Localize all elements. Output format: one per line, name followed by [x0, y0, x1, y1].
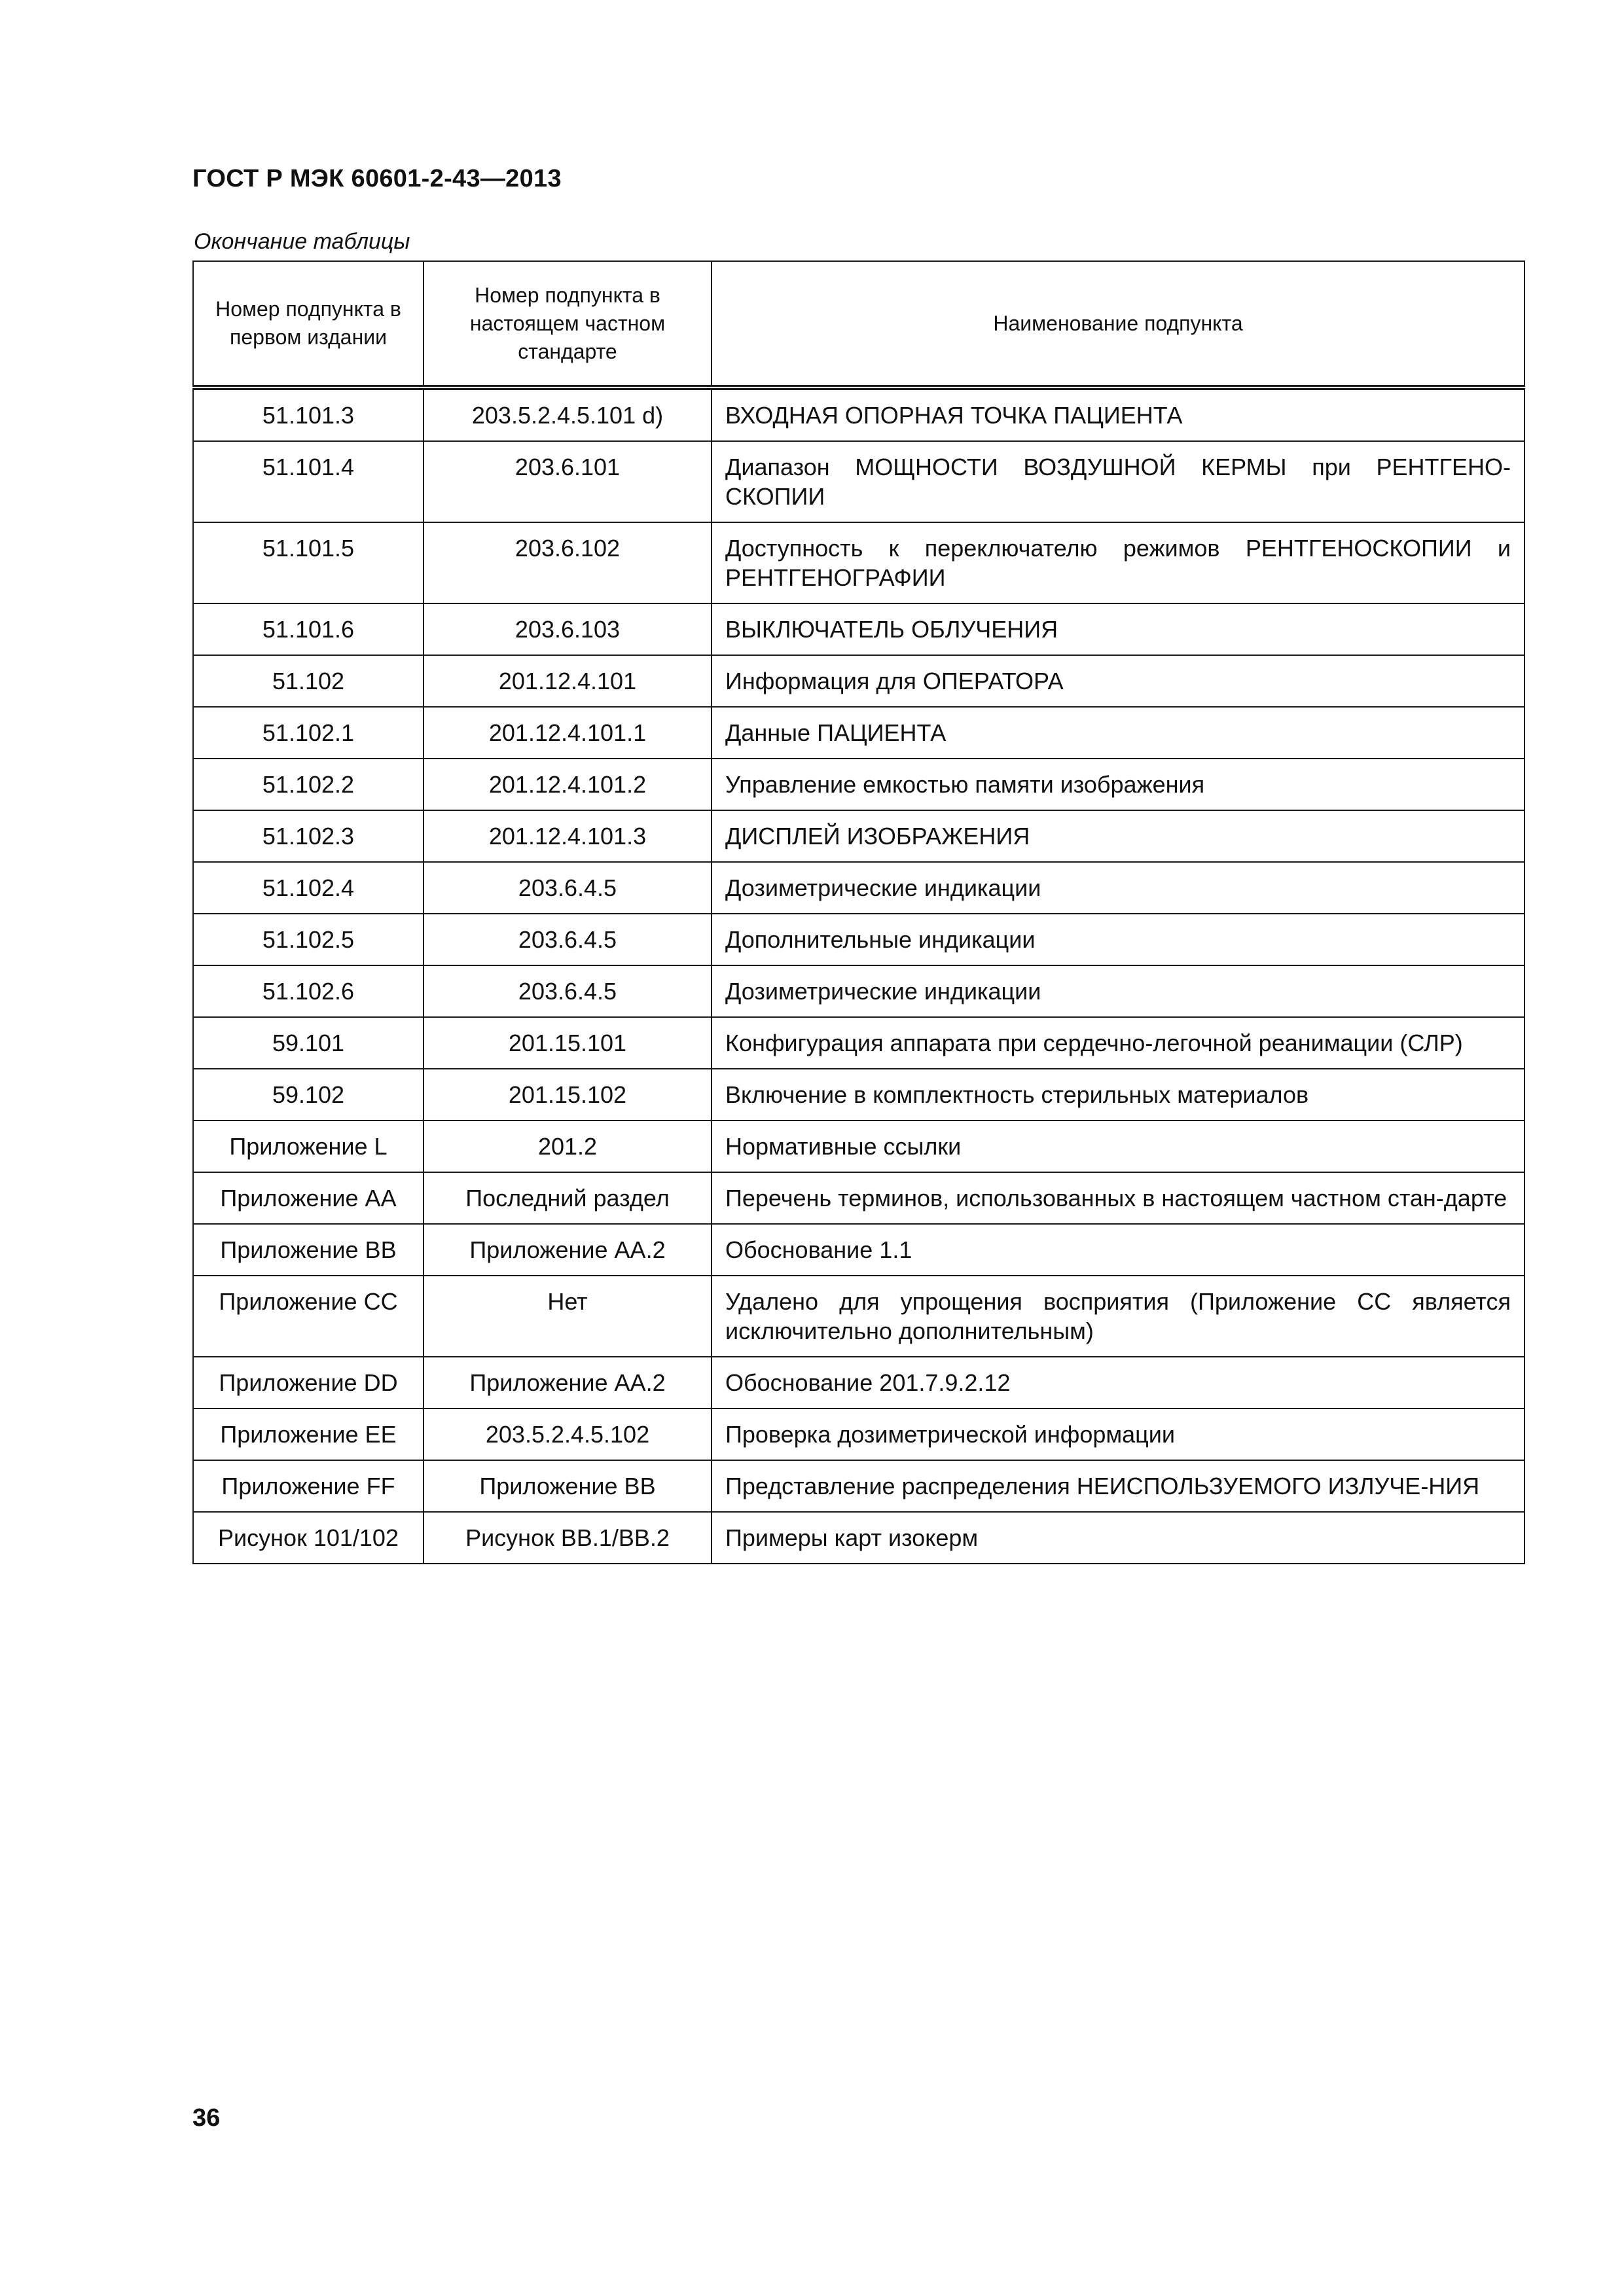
- table-caption: Окончание таблицы: [194, 229, 410, 254]
- cell-first-edition: 51.101.4: [193, 441, 424, 522]
- cell-current-standard: Приложение АА.2: [424, 1224, 712, 1276]
- cell-first-edition: 51.101.6: [193, 603, 424, 655]
- cell-subclause-name: Доступность к переключателю режимов РЕНТГЕНОСКОПИИ и РЕНТГЕНОГРАФИИ: [712, 522, 1525, 603]
- cell-first-edition: 51.102.4: [193, 862, 424, 914]
- cell-first-edition: 51.101.3: [193, 387, 424, 441]
- cell-subclause-name: Включение в комплектность стерильных материалов: [712, 1069, 1525, 1121]
- cell-subclause-name: Дозиметрические индикации: [712, 862, 1525, 914]
- cell-first-edition: Приложение ЕЕ: [193, 1408, 424, 1460]
- table-row: [193, 810, 1525, 862]
- table-row: [193, 441, 1525, 522]
- cell-first-edition: 59.102: [193, 1069, 424, 1121]
- cell-current-standard: 203.6.4.5: [424, 965, 712, 1017]
- cell-current-standard: Приложение АА.2: [424, 1357, 712, 1408]
- cell-subclause-name: Обоснование 201.7.9.2.12: [712, 1357, 1525, 1408]
- cell-first-edition: Приложение FF: [193, 1460, 424, 1512]
- cell-first-edition: Приложение L: [193, 1121, 424, 1172]
- table-row: [193, 1460, 1525, 1512]
- cell-first-edition: 51.102: [193, 655, 424, 707]
- cell-current-standard: 201.15.101: [424, 1017, 712, 1069]
- table-row: [193, 1069, 1525, 1121]
- cell-subclause-name: Обоснование 1.1: [712, 1224, 1525, 1276]
- document-header: ГОСТ Р МЭК 60601-2-43—2013: [192, 165, 562, 192]
- cell-first-edition: Рисунок 101/102: [193, 1512, 424, 1564]
- table-body: [193, 387, 1525, 1564]
- table-row: [193, 655, 1525, 707]
- table-row: [193, 965, 1525, 1017]
- cell-current-standard: 201.2: [424, 1121, 712, 1172]
- table-header-row: [193, 261, 1525, 387]
- table-row: [193, 1276, 1525, 1357]
- cell-first-edition: Приложение DD: [193, 1357, 424, 1408]
- cell-current-standard: 201.15.102: [424, 1069, 712, 1121]
- cell-subclause-name: ДИСПЛЕЙ ИЗОБРАЖЕНИЯ: [712, 810, 1525, 862]
- cell-subclause-name: Перечень терминов, использованных в настоящем частном стан-дарте: [712, 1172, 1525, 1224]
- column-header-subclause-name: Наименование подпункта: [712, 261, 1525, 387]
- table-row: [193, 1121, 1525, 1172]
- cell-current-standard: Приложение ВВ: [424, 1460, 712, 1512]
- column-header-first-edition: Номер подпункта в первом издании: [193, 261, 424, 387]
- correspondence-table: [192, 260, 1525, 1564]
- cell-current-standard: 203.6.4.5: [424, 914, 712, 965]
- cell-subclause-name: Управление емкостью памяти изображения: [712, 759, 1525, 810]
- cell-current-standard: 201.12.4.101: [424, 655, 712, 707]
- cell-subclause-name: Нормативные ссылки: [712, 1121, 1525, 1172]
- cell-current-standard: 203.5.2.4.5.102: [424, 1408, 712, 1460]
- cell-first-edition: 51.102.2: [193, 759, 424, 810]
- table-row: [193, 1357, 1525, 1408]
- table-row: [193, 1017, 1525, 1069]
- page-number: 36: [192, 2104, 221, 2132]
- cell-first-edition: 59.101: [193, 1017, 424, 1069]
- cell-current-standard: 203.6.101: [424, 441, 712, 522]
- cell-first-edition: Приложение ВВ: [193, 1224, 424, 1276]
- cell-subclause-name: Дозиметрические индикации: [712, 965, 1525, 1017]
- cell-first-edition: 51.102.5: [193, 914, 424, 965]
- table-row: [193, 1224, 1525, 1276]
- cell-current-standard: 203.6.102: [424, 522, 712, 603]
- table-row: [193, 707, 1525, 759]
- column-header-current-standard: Номер подпункта в настоящем частном стандарте: [424, 261, 712, 387]
- table-row: [193, 759, 1525, 810]
- table-row: [193, 862, 1525, 914]
- cell-current-standard: 203.6.103: [424, 603, 712, 655]
- cell-subclause-name: Диапазон МОЩНОСТИ ВОЗДУШНОЙ КЕРМЫ при РЕНТГЕНО-СКОПИИ: [712, 441, 1525, 522]
- cell-subclause-name: Удалено для упрощения восприятия (Приложение СС является исключительно дополнительным): [712, 1276, 1525, 1357]
- table-row: [193, 1408, 1525, 1460]
- cell-subclause-name: Проверка дозиметрической информации: [712, 1408, 1525, 1460]
- cell-first-edition: Приложение АА: [193, 1172, 424, 1224]
- cell-subclause-name: ВЫКЛЮЧАТЕЛЬ ОБЛУЧЕНИЯ: [712, 603, 1525, 655]
- cell-current-standard: 201.12.4.101.2: [424, 759, 712, 810]
- cell-current-standard: Рисунок ВВ.1/ВВ.2: [424, 1512, 712, 1564]
- cell-subclause-name: Информация для ОПЕРАТОРА: [712, 655, 1525, 707]
- cell-first-edition: 51.102.3: [193, 810, 424, 862]
- cell-subclause-name: Примеры карт изокерм: [712, 1512, 1525, 1564]
- cell-subclause-name: Представление распределения НЕИСПОЛЬЗУЕМОГО ИЗЛУЧЕ-НИЯ: [712, 1460, 1525, 1512]
- table-row: [193, 522, 1525, 603]
- table-row: [193, 387, 1525, 441]
- cell-current-standard: 203.6.4.5: [424, 862, 712, 914]
- cell-first-edition: 51.101.5: [193, 522, 424, 603]
- cell-subclause-name: Конфигурация аппарата при сердечно-легочной реанимации (СЛР): [712, 1017, 1525, 1069]
- cell-first-edition: 51.102.6: [193, 965, 424, 1017]
- cell-first-edition: Приложение СС: [193, 1276, 424, 1357]
- cell-current-standard: Последний раздел: [424, 1172, 712, 1224]
- table-row: [193, 1512, 1525, 1564]
- cell-current-standard: 201.12.4.101.3: [424, 810, 712, 862]
- cell-subclause-name: Данные ПАЦИЕНТА: [712, 707, 1525, 759]
- cell-subclause-name: ВХОДНАЯ ОПОРНАЯ ТОЧКА ПАЦИЕНТА: [712, 387, 1525, 441]
- table-row: [193, 603, 1525, 655]
- cell-current-standard: 203.5.2.4.5.101 d): [424, 387, 712, 441]
- cell-current-standard: 201.12.4.101.1: [424, 707, 712, 759]
- table-row: [193, 1172, 1525, 1224]
- cell-current-standard: Нет: [424, 1276, 712, 1357]
- cell-first-edition: 51.102.1: [193, 707, 424, 759]
- cell-subclause-name: Дополнительные индикации: [712, 914, 1525, 965]
- table-row: [193, 914, 1525, 965]
